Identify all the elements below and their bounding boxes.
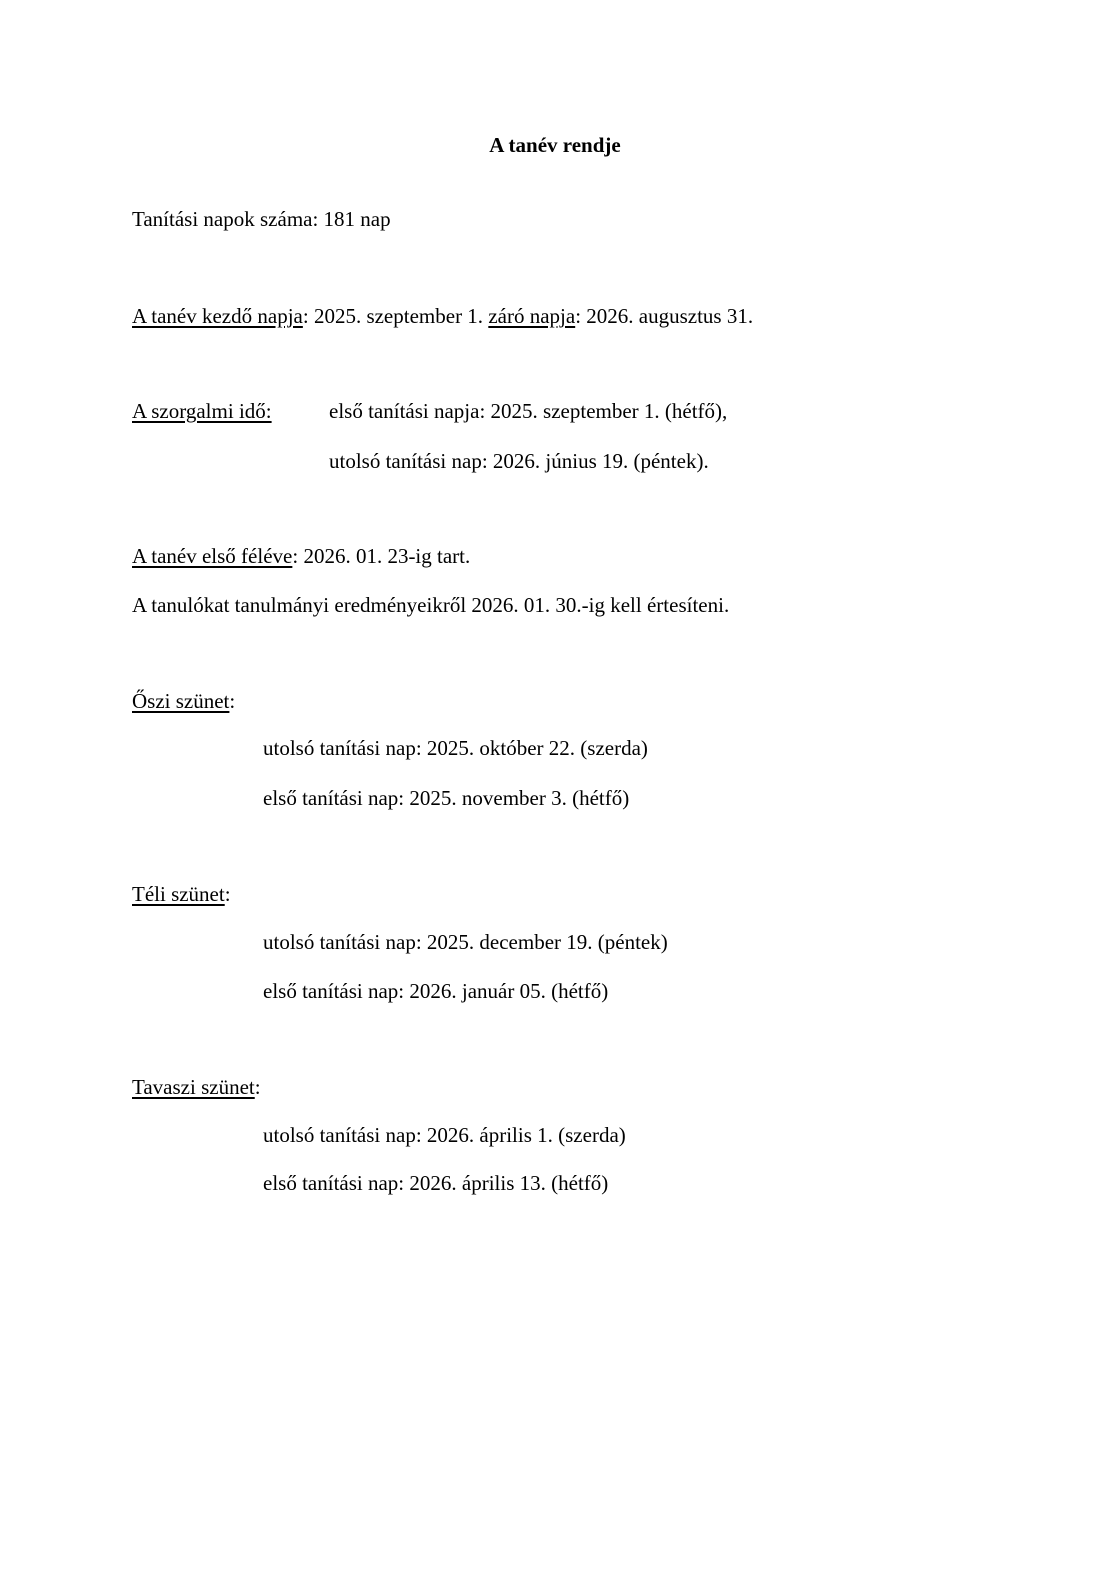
break-label: Őszi szünet xyxy=(132,689,230,713)
year-end-value: : 2026. augusztus 31. xyxy=(575,304,754,328)
break-heading-autumn xyxy=(132,688,235,714)
year-start-value: : 2025. szeptember 1. xyxy=(302,304,489,328)
break-last-day: utolsó tanítási nap: 2026. április 1. (szerda) xyxy=(263,1123,626,1147)
first-semester-value: : 2026. 01. 23-ig tart. xyxy=(292,544,471,568)
first-semester-line xyxy=(132,543,470,569)
break-last-day: utolsó tanítási nap: 2025. december 19. (péntek) xyxy=(263,930,668,954)
first-semester-label: A tanév első féléve xyxy=(132,544,293,568)
break-label: Tavaszi szünet xyxy=(132,1075,255,1099)
year-start-label: A tanév kezdő napja xyxy=(132,304,303,328)
year-end-label: záró napja xyxy=(488,304,576,328)
break-label-suffix: : xyxy=(254,1075,261,1099)
break-heading-winter xyxy=(132,881,231,907)
year-span-line xyxy=(132,303,753,329)
first-semester-notice: A tanulókat tanulmányi eredményeikről 2026. 01. 30.-ig kell értesíteni. xyxy=(132,593,730,617)
page-title: A tanév rendje xyxy=(489,133,621,157)
break-label-suffix: : xyxy=(229,689,236,713)
break-first-day: első tanítási nap: 2026. január 05. (hétfő) xyxy=(263,979,609,1003)
break-last-day: utolsó tanítási nap: 2025. október 22. (szerda) xyxy=(263,736,648,760)
study-period-first-day: első tanítási napja: 2025. szeptember 1. (hétfő), xyxy=(329,399,728,423)
study-period-last-day: utolsó tanítási nap: 2026. június 19. (péntek). xyxy=(329,449,709,473)
break-label: Téli szünet xyxy=(132,882,225,906)
teaching-days-line: Tanítási napok száma: 181 nap xyxy=(132,207,391,231)
break-label-suffix: : xyxy=(224,882,231,906)
study-period-label: A szorgalmi idő: xyxy=(132,399,272,423)
break-first-day: első tanítási nap: 2025. november 3. (hétfő) xyxy=(263,786,630,810)
break-first-day: első tanítási nap: 2026. április 13. (hétfő) xyxy=(263,1171,609,1195)
break-heading-spring xyxy=(132,1074,261,1100)
